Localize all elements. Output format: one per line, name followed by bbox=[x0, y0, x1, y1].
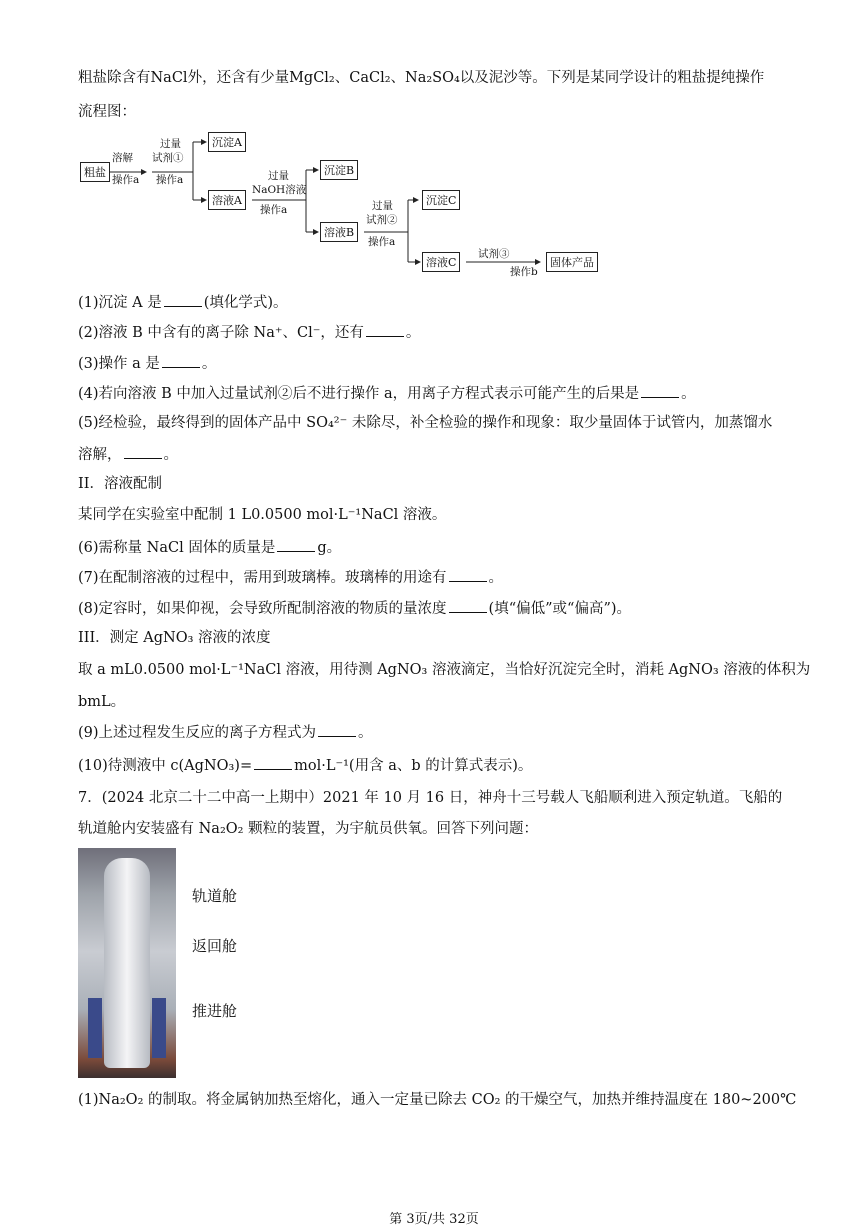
flow-solid-product: 固体产品 bbox=[546, 252, 598, 272]
question-8 bbox=[78, 598, 631, 619]
q6-text-end: g。 bbox=[317, 540, 342, 556]
q3-text: (3)操作 a 是 bbox=[78, 356, 160, 372]
answer-blank bbox=[124, 444, 162, 459]
solar-panel-right bbox=[152, 998, 166, 1058]
spacecraft-photo bbox=[78, 848, 176, 1078]
flow-solution-c: 溶液C bbox=[422, 252, 460, 272]
flow-step3-bottom: 操作a bbox=[260, 204, 288, 216]
q10-text-end: mol·L⁻¹(用含 a、b 的计算式表示)。 bbox=[294, 758, 533, 774]
question-10 bbox=[78, 755, 532, 776]
question-7 bbox=[78, 567, 503, 588]
answer-blank bbox=[449, 598, 487, 613]
q5-text-end: 。 bbox=[163, 447, 178, 463]
flow-arrows bbox=[0, 0, 868, 280]
q2-text-end: 。 bbox=[405, 325, 421, 341]
flow-solution-b: 溶液B bbox=[320, 222, 358, 242]
q5-text: 溶解， bbox=[78, 447, 122, 463]
q3-text-end: 。 bbox=[201, 356, 217, 372]
q10-text: (10)待测液中 c(AgNO₃)= bbox=[78, 758, 253, 774]
flow-precipitate-a: 沉淀A bbox=[208, 132, 246, 152]
q9-text: (9)上述过程发生反应的离子方程式为 bbox=[78, 725, 317, 741]
flow-step5-bottom: 操作b bbox=[510, 266, 538, 278]
flow-step2-top2: 试剂① bbox=[152, 152, 184, 164]
question-3 bbox=[78, 353, 216, 374]
problem-7-line-2: 轨道舱内安装盛有 Na₂O₂ 颗粒的装置，为宇航员供氧。回答下列问题： bbox=[78, 821, 539, 837]
q7-text-end: 。 bbox=[488, 570, 504, 586]
intro-line-1: 粗盐除含有NaCl外，还含有少量MgCl₂、CaCl₂、Na₂SO₄以及泥沙等。下列是某同学设计的粗盐提纯操作 bbox=[78, 70, 765, 86]
q4-text: (4)若向溶液 B 中加入过量试剂②后不进行操作 a，用离子方程式表示可能产生的后果是 bbox=[78, 386, 640, 402]
q8-text: (8)定容时，如果仰视，会导致所配制溶液的物质的量浓度 bbox=[78, 601, 447, 617]
flow-precipitate-b: 沉淀B bbox=[320, 160, 358, 180]
answer-blank bbox=[641, 383, 679, 398]
label-propulsion-module: 推进舱 bbox=[192, 1002, 238, 1020]
label-orbital-module: 轨道舱 bbox=[192, 887, 238, 905]
flow-crude-salt: 粗盐 bbox=[80, 162, 110, 182]
flow-step5-top: 试剂③ bbox=[478, 248, 510, 260]
problem-7-sub-1: (1)Na₂O₂ 的制取。将金属钠加热至熔化，通入一定量已除去 CO₂ 的干燥空气，加热并维持温度在 180~200℃ bbox=[78, 1092, 797, 1108]
flow-step1-top: 溶解 bbox=[112, 152, 133, 164]
flow-step4-bottom: 操作a bbox=[368, 236, 396, 248]
solar-panel-left bbox=[88, 998, 102, 1058]
flow-solution-a: 溶液A bbox=[208, 190, 246, 210]
answer-blank bbox=[162, 353, 200, 368]
flow-step2-top1: 过量 bbox=[160, 138, 181, 150]
question-9 bbox=[78, 722, 373, 743]
answer-blank bbox=[254, 755, 292, 770]
flow-step2-bottom: 操作a bbox=[156, 174, 184, 186]
answer-blank bbox=[449, 567, 487, 582]
question-4 bbox=[78, 383, 696, 404]
section-3-heading: III．测定 AgNO₃ 溶液的浓度 bbox=[78, 630, 271, 646]
q1-text-end: (填化学式)。 bbox=[203, 295, 288, 311]
section-3-line-2: bmL。 bbox=[78, 694, 126, 710]
flow-step3-top2: NaOH溶液 bbox=[252, 184, 307, 196]
q8-text-end: (填“偏低”或“偏高”)。 bbox=[488, 601, 632, 617]
label-return-module: 返回舱 bbox=[192, 937, 238, 955]
flow-step1-bottom: 操作a bbox=[112, 174, 140, 186]
answer-blank bbox=[318, 722, 356, 737]
question-6 bbox=[78, 537, 341, 558]
answer-blank bbox=[277, 537, 315, 552]
q7-text: (7)在配制溶液的过程中，需用到玻璃棒。玻璃棒的用途有 bbox=[78, 570, 447, 586]
q9-text-end: 。 bbox=[358, 725, 373, 741]
flow-step3-top1: 过量 bbox=[268, 170, 289, 182]
problem-7-line-1: 7．(2024 北京二十二中高一上期中）2021 年 10 月 16 日，神舟十三号载人飞船顺利进入预定轨道。飞船的 bbox=[78, 790, 783, 806]
q4-text-end: 。 bbox=[681, 386, 696, 402]
answer-blank bbox=[366, 322, 404, 337]
question-5-cont bbox=[78, 444, 178, 465]
question-2 bbox=[78, 322, 420, 343]
section-2-intro: 某同学在实验室中配制 1 L0.0500 mol·L⁻¹NaCl 溶液。 bbox=[78, 507, 447, 523]
page-footer: 第 3页/共 32页 bbox=[389, 1212, 479, 1227]
section-3-line-1: 取 a mL0.0500 mol·L⁻¹NaCl 溶液，用待测 AgNO₃ 溶液滴定，当恰好沉淀完全时，消耗 AgNO₃ 溶液的体积为 bbox=[78, 662, 811, 678]
answer-blank bbox=[164, 292, 202, 307]
q2-text: (2)溶液 B 中含有的离子除 Na⁺、Cl⁻，还有 bbox=[78, 325, 364, 341]
flow-step4-top2: 试剂② bbox=[366, 214, 398, 226]
q1-text: (1)沉淀 A 是 bbox=[78, 295, 162, 311]
flow-precipitate-c: 沉淀C bbox=[422, 190, 460, 210]
question-5: (5)经检验，最终得到的固体产品中 SO₄²⁻ 未除尽，补全检验的操作和现象：取少量固体于试管内，加蒸馏水 bbox=[78, 415, 773, 431]
spacecraft-body bbox=[104, 858, 150, 1068]
question-1 bbox=[78, 292, 288, 313]
q6-text: (6)需称量 NaCl 固体的质量是 bbox=[78, 540, 276, 556]
intro-line-2: 流程图： bbox=[78, 104, 136, 120]
flow-step4-top1: 过量 bbox=[372, 200, 393, 212]
section-2-heading: II．溶液配制 bbox=[78, 476, 162, 492]
